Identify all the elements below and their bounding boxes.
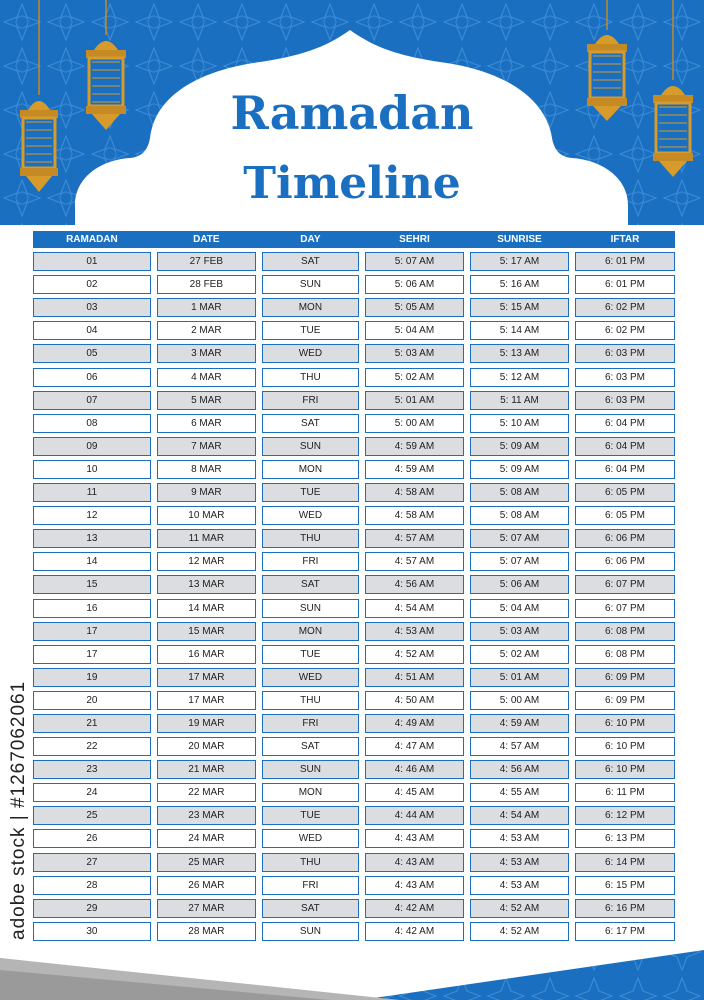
cell-iftar-time: 6: 15 PM bbox=[575, 876, 675, 895]
table-row bbox=[33, 876, 675, 895]
cell-sunrise-time: 5: 00 AM bbox=[470, 691, 569, 710]
cell-date: 11 MAR bbox=[157, 529, 256, 548]
cell-sunrise-time: 5: 07 AM bbox=[470, 529, 569, 548]
cell-weekday: FRI bbox=[262, 552, 359, 571]
cell-date: 17 MAR bbox=[157, 691, 256, 710]
cell-sunrise-time: 5: 03 AM bbox=[470, 622, 569, 641]
cell-iftar-time: 6: 10 PM bbox=[575, 714, 675, 733]
cell-sunrise-time: 4: 52 AM bbox=[470, 922, 569, 941]
cell-ramadan-day: 26 bbox=[33, 829, 151, 848]
cell-weekday: MON bbox=[262, 298, 359, 317]
cell-ramadan-day: 29 bbox=[33, 899, 151, 918]
cell-sehri-time: 4: 45 AM bbox=[365, 783, 464, 802]
header-day: DAY bbox=[300, 234, 321, 245]
cell-weekday: THU bbox=[262, 853, 359, 872]
cell-sunrise-time: 5: 15 AM bbox=[470, 298, 569, 317]
cell-iftar-time: 6: 12 PM bbox=[575, 806, 675, 825]
cell-iftar-time: 6: 07 PM bbox=[575, 575, 675, 594]
cell-date: 5 MAR bbox=[157, 391, 256, 410]
cell-sehri-time: 5: 00 AM bbox=[365, 414, 464, 433]
cell-ramadan-day: 16 bbox=[33, 599, 151, 618]
title-timeline: Timeline bbox=[243, 158, 461, 209]
cell-ramadan-day: 20 bbox=[33, 691, 151, 710]
cell-sunrise-time: 5: 02 AM bbox=[470, 645, 569, 664]
cell-sehri-time: 5: 07 AM bbox=[365, 252, 464, 271]
cell-sehri-time: 4: 43 AM bbox=[365, 876, 464, 895]
stock-id-label: adobe stock | #1267062061 bbox=[8, 680, 29, 940]
cell-sehri-time: 5: 01 AM bbox=[365, 391, 464, 410]
cell-sehri-time: 4: 49 AM bbox=[365, 714, 464, 733]
table-row bbox=[33, 298, 675, 317]
cell-ramadan-day: 13 bbox=[33, 529, 151, 548]
table-header bbox=[33, 231, 675, 248]
header-ramadan: RAMADAN bbox=[66, 234, 118, 245]
cell-iftar-time: 6: 05 PM bbox=[575, 483, 675, 502]
footer-band bbox=[0, 930, 704, 1000]
table-row bbox=[33, 829, 675, 848]
table-row bbox=[33, 622, 675, 641]
cell-sehri-time: 4: 42 AM bbox=[365, 899, 464, 918]
cell-date: 15 MAR bbox=[157, 622, 256, 641]
cell-weekday: SAT bbox=[262, 252, 359, 271]
cell-weekday: WED bbox=[262, 829, 359, 848]
cell-date: 7 MAR bbox=[157, 437, 256, 456]
cell-iftar-time: 6: 09 PM bbox=[575, 691, 675, 710]
cell-sunrise-time: 5: 10 AM bbox=[470, 414, 569, 433]
cell-weekday: THU bbox=[262, 691, 359, 710]
cell-ramadan-day: 21 bbox=[33, 714, 151, 733]
cell-ramadan-day: 03 bbox=[33, 298, 151, 317]
table-body bbox=[33, 252, 675, 941]
cell-sunrise-time: 5: 12 AM bbox=[470, 368, 569, 387]
cell-ramadan-day: 14 bbox=[33, 552, 151, 571]
table-row bbox=[33, 575, 675, 594]
header-date: DATE bbox=[193, 234, 220, 245]
cell-date: 13 MAR bbox=[157, 575, 256, 594]
cell-date: 8 MAR bbox=[157, 460, 256, 479]
cell-weekday: FRI bbox=[262, 714, 359, 733]
cell-iftar-time: 6: 06 PM bbox=[575, 552, 675, 571]
cell-weekday: FRI bbox=[262, 391, 359, 410]
cell-sunrise-time: 5: 01 AM bbox=[470, 668, 569, 687]
table-row bbox=[33, 506, 675, 525]
cell-sehri-time: 5: 03 AM bbox=[365, 344, 464, 363]
cell-iftar-time: 6: 02 PM bbox=[575, 321, 675, 340]
cell-weekday: SUN bbox=[262, 922, 359, 941]
cell-date: 16 MAR bbox=[157, 645, 256, 664]
cell-sehri-time: 4: 44 AM bbox=[365, 806, 464, 825]
cell-weekday: TUE bbox=[262, 321, 359, 340]
cell-sehri-time: 4: 54 AM bbox=[365, 599, 464, 618]
cell-weekday: SAT bbox=[262, 737, 359, 756]
cell-sunrise-time: 5: 06 AM bbox=[470, 575, 569, 594]
cell-weekday: SUN bbox=[262, 437, 359, 456]
table-row bbox=[33, 668, 675, 687]
cell-sehri-time: 4: 58 AM bbox=[365, 483, 464, 502]
cell-ramadan-day: 17 bbox=[33, 645, 151, 664]
table-row bbox=[33, 483, 675, 502]
cell-weekday: SAT bbox=[262, 414, 359, 433]
cell-iftar-time: 6: 10 PM bbox=[575, 760, 675, 779]
cell-sunrise-time: 5: 11 AM bbox=[470, 391, 569, 410]
cell-date: 10 MAR bbox=[157, 506, 256, 525]
cell-sunrise-time: 4: 54 AM bbox=[470, 806, 569, 825]
cell-iftar-time: 6: 04 PM bbox=[575, 414, 675, 433]
title-ramadan: Ramadan bbox=[230, 86, 474, 140]
cell-date: 12 MAR bbox=[157, 552, 256, 571]
cell-ramadan-day: 11 bbox=[33, 483, 151, 502]
cell-ramadan-day: 30 bbox=[33, 922, 151, 941]
cell-ramadan-day: 02 bbox=[33, 275, 151, 294]
cell-sehri-time: 4: 57 AM bbox=[365, 529, 464, 548]
cell-ramadan-day: 25 bbox=[33, 806, 151, 825]
cell-sunrise-time: 4: 55 AM bbox=[470, 783, 569, 802]
table-row bbox=[33, 321, 675, 340]
cell-ramadan-day: 05 bbox=[33, 344, 151, 363]
cell-weekday: THU bbox=[262, 368, 359, 387]
cell-date: 2 MAR bbox=[157, 321, 256, 340]
cell-sunrise-time: 4: 53 AM bbox=[470, 853, 569, 872]
cell-ramadan-day: 24 bbox=[33, 783, 151, 802]
cell-ramadan-day: 28 bbox=[33, 876, 151, 895]
cell-date: 26 MAR bbox=[157, 876, 256, 895]
cell-sunrise-time: 5: 09 AM bbox=[470, 460, 569, 479]
cell-date: 9 MAR bbox=[157, 483, 256, 502]
cell-weekday: WED bbox=[262, 506, 359, 525]
cell-sunrise-time: 5: 17 AM bbox=[470, 252, 569, 271]
cell-sunrise-time: 5: 08 AM bbox=[470, 506, 569, 525]
cell-sunrise-time: 5: 04 AM bbox=[470, 599, 569, 618]
cell-date: 19 MAR bbox=[157, 714, 256, 733]
table-row bbox=[33, 391, 675, 410]
cell-weekday: FRI bbox=[262, 876, 359, 895]
cell-iftar-time: 6: 09 PM bbox=[575, 668, 675, 687]
table-row bbox=[33, 691, 675, 710]
cell-sehri-time: 5: 02 AM bbox=[365, 368, 464, 387]
cell-date: 22 MAR bbox=[157, 783, 256, 802]
cell-sunrise-time: 4: 53 AM bbox=[470, 829, 569, 848]
cell-sehri-time: 4: 47 AM bbox=[365, 737, 464, 756]
cell-weekday: WED bbox=[262, 344, 359, 363]
cell-weekday: TUE bbox=[262, 483, 359, 502]
cell-sunrise-time: 5: 09 AM bbox=[470, 437, 569, 456]
table-row bbox=[33, 783, 675, 802]
cell-ramadan-day: 07 bbox=[33, 391, 151, 410]
table-row bbox=[33, 714, 675, 733]
cell-iftar-time: 6: 16 PM bbox=[575, 899, 675, 918]
header-sunrise: SUNRISE bbox=[497, 234, 542, 245]
table-row bbox=[33, 460, 675, 479]
timeline-table bbox=[33, 231, 675, 941]
cell-iftar-time: 6: 01 PM bbox=[575, 275, 675, 294]
cell-iftar-time: 6: 13 PM bbox=[575, 829, 675, 848]
cell-date: 3 MAR bbox=[157, 344, 256, 363]
cell-sehri-time: 5: 05 AM bbox=[365, 298, 464, 317]
table-row bbox=[33, 414, 675, 433]
cell-iftar-time: 6: 06 PM bbox=[575, 529, 675, 548]
cell-iftar-time: 6: 05 PM bbox=[575, 506, 675, 525]
cell-sehri-time: 4: 43 AM bbox=[365, 853, 464, 872]
table-row bbox=[33, 760, 675, 779]
table-row bbox=[33, 552, 675, 571]
cell-iftar-time: 6: 11 PM bbox=[575, 783, 675, 802]
cell-sunrise-time: 4: 53 AM bbox=[470, 876, 569, 895]
cell-date: 21 MAR bbox=[157, 760, 256, 779]
cell-date: 24 MAR bbox=[157, 829, 256, 848]
cell-sunrise-time: 5: 08 AM bbox=[470, 483, 569, 502]
cell-iftar-time: 6: 08 PM bbox=[575, 622, 675, 641]
cell-sunrise-time: 5: 16 AM bbox=[470, 275, 569, 294]
header-iftar: IFTAR bbox=[610, 234, 640, 245]
cell-sehri-time: 4: 59 AM bbox=[365, 437, 464, 456]
table-row bbox=[33, 252, 675, 271]
table-row bbox=[33, 899, 675, 918]
cell-date: 1 MAR bbox=[157, 298, 256, 317]
table-row bbox=[33, 853, 675, 872]
table-row bbox=[33, 645, 675, 664]
cell-iftar-time: 6: 10 PM bbox=[575, 737, 675, 756]
cell-ramadan-day: 01 bbox=[33, 252, 151, 271]
cell-sehri-time: 5: 06 AM bbox=[365, 275, 464, 294]
cell-weekday: SUN bbox=[262, 275, 359, 294]
cell-date: 6 MAR bbox=[157, 414, 256, 433]
cell-ramadan-day: 17 bbox=[33, 622, 151, 641]
cell-sunrise-time: 4: 59 AM bbox=[470, 714, 569, 733]
cell-weekday: MON bbox=[262, 622, 359, 641]
cell-sehri-time: 4: 51 AM bbox=[365, 668, 464, 687]
cell-weekday: WED bbox=[262, 668, 359, 687]
cell-weekday: TUE bbox=[262, 645, 359, 664]
cell-date: 28 FEB bbox=[157, 275, 256, 294]
cell-date: 17 MAR bbox=[157, 668, 256, 687]
cell-sehri-time: 4: 58 AM bbox=[365, 506, 464, 525]
cell-sehri-time: 4: 50 AM bbox=[365, 691, 464, 710]
cell-weekday: THU bbox=[262, 529, 359, 548]
header-sehri: SEHRI bbox=[399, 234, 430, 245]
cell-sehri-time: 5: 04 AM bbox=[365, 321, 464, 340]
cell-sehri-time: 4: 42 AM bbox=[365, 922, 464, 941]
cell-sehri-time: 4: 46 AM bbox=[365, 760, 464, 779]
cell-ramadan-day: 09 bbox=[33, 437, 151, 456]
cell-weekday: SAT bbox=[262, 899, 359, 918]
table-row bbox=[33, 368, 675, 387]
cell-sehri-time: 4: 43 AM bbox=[365, 829, 464, 848]
cell-date: 25 MAR bbox=[157, 853, 256, 872]
table-row bbox=[33, 344, 675, 363]
cell-sunrise-time: 5: 13 AM bbox=[470, 344, 569, 363]
cell-date: 27 MAR bbox=[157, 899, 256, 918]
cell-iftar-time: 6: 01 PM bbox=[575, 252, 675, 271]
cell-ramadan-day: 27 bbox=[33, 853, 151, 872]
cell-iftar-time: 6: 04 PM bbox=[575, 437, 675, 456]
table-row bbox=[33, 737, 675, 756]
cell-ramadan-day: 08 bbox=[33, 414, 151, 433]
cell-sehri-time: 4: 57 AM bbox=[365, 552, 464, 571]
cell-ramadan-day: 15 bbox=[33, 575, 151, 594]
cell-weekday: MON bbox=[262, 460, 359, 479]
cell-iftar-time: 6: 07 PM bbox=[575, 599, 675, 618]
cell-ramadan-day: 04 bbox=[33, 321, 151, 340]
cell-iftar-time: 6: 03 PM bbox=[575, 368, 675, 387]
cell-weekday: SUN bbox=[262, 599, 359, 618]
cell-date: 4 MAR bbox=[157, 368, 256, 387]
cell-sehri-time: 4: 59 AM bbox=[365, 460, 464, 479]
cell-ramadan-day: 06 bbox=[33, 368, 151, 387]
cell-sehri-time: 4: 52 AM bbox=[365, 645, 464, 664]
cell-date: 20 MAR bbox=[157, 737, 256, 756]
table-row bbox=[33, 437, 675, 456]
cell-sunrise-time: 4: 56 AM bbox=[470, 760, 569, 779]
cell-ramadan-day: 19 bbox=[33, 668, 151, 687]
cell-date: 27 FEB bbox=[157, 252, 256, 271]
cell-sunrise-time: 4: 52 AM bbox=[470, 899, 569, 918]
cell-sehri-time: 4: 53 AM bbox=[365, 622, 464, 641]
cell-date: 23 MAR bbox=[157, 806, 256, 825]
table-row bbox=[33, 806, 675, 825]
cell-weekday: MON bbox=[262, 783, 359, 802]
cell-iftar-time: 6: 02 PM bbox=[575, 298, 675, 317]
cell-iftar-time: 6: 03 PM bbox=[575, 391, 675, 410]
table-row bbox=[33, 599, 675, 618]
cell-date: 28 MAR bbox=[157, 922, 256, 941]
cell-weekday: SAT bbox=[262, 575, 359, 594]
cell-date: 14 MAR bbox=[157, 599, 256, 618]
cell-ramadan-day: 23 bbox=[33, 760, 151, 779]
cell-ramadan-day: 22 bbox=[33, 737, 151, 756]
cell-ramadan-day: 12 bbox=[33, 506, 151, 525]
cell-sehri-time: 4: 56 AM bbox=[365, 575, 464, 594]
cell-iftar-time: 6: 14 PM bbox=[575, 853, 675, 872]
cell-ramadan-day: 10 bbox=[33, 460, 151, 479]
cell-sunrise-time: 5: 14 AM bbox=[470, 321, 569, 340]
cell-iftar-time: 6: 08 PM bbox=[575, 645, 675, 664]
table-row bbox=[33, 275, 675, 294]
cell-sunrise-time: 4: 57 AM bbox=[470, 737, 569, 756]
cell-sunrise-time: 5: 07 AM bbox=[470, 552, 569, 571]
table-row bbox=[33, 529, 675, 548]
cell-iftar-time: 6: 04 PM bbox=[575, 460, 675, 479]
cell-iftar-time: 6: 17 PM bbox=[575, 922, 675, 941]
cell-weekday: SUN bbox=[262, 760, 359, 779]
cell-iftar-time: 6: 03 PM bbox=[575, 344, 675, 363]
cell-weekday: TUE bbox=[262, 806, 359, 825]
